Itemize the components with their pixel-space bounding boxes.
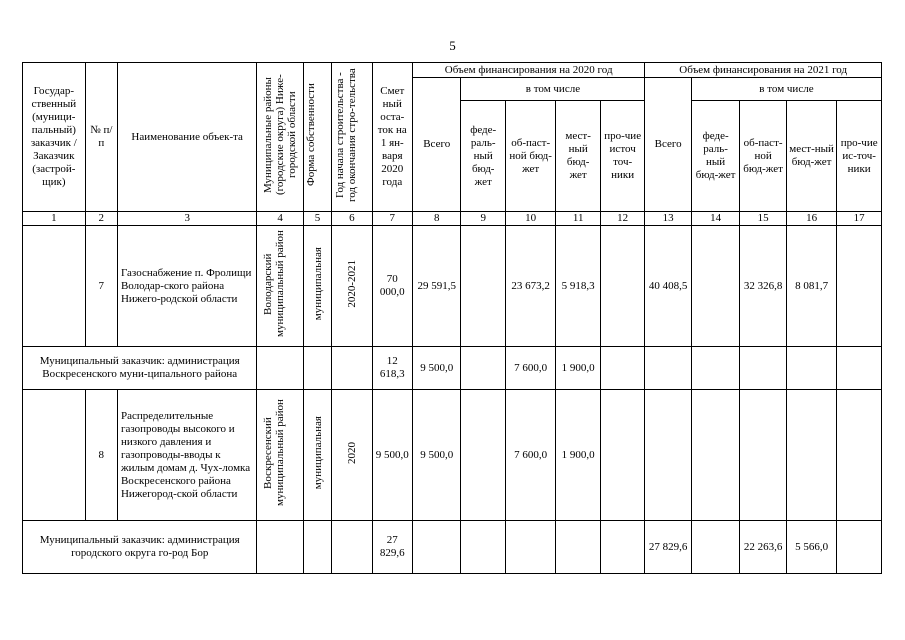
cell-ownership: муниципальная <box>303 390 331 521</box>
header-group-2020: Объем финансирования на 2020 год <box>412 63 644 78</box>
header-incl-2020: в том числе <box>461 78 645 101</box>
cell-mest-2021 <box>786 347 837 390</box>
header-customer: Государ-ственный (муници-пальный) заказчик /Заказчик (застрой-щик) <box>23 63 86 212</box>
cell-mest-2020: 1 900,0 <box>556 347 600 390</box>
col-num: 1 <box>23 212 86 226</box>
cell-fed-2020 <box>461 521 505 574</box>
cell-total-2020 <box>412 521 461 574</box>
col-num: 17 <box>837 212 882 226</box>
header-mest-2020: мест-ный бюд-жет <box>556 101 600 212</box>
col-num: 11 <box>556 212 600 226</box>
col-num: 12 <box>600 212 645 226</box>
col-num: 15 <box>740 212 786 226</box>
col-num: 13 <box>645 212 691 226</box>
header-balance: Смет ный оста-ток на 1 ян-варя 2020 года <box>372 63 412 212</box>
cell-other-2020 <box>600 390 645 521</box>
cell-ownership: муниципальная <box>303 226 331 347</box>
cell-years <box>332 521 372 574</box>
cell-district <box>257 521 303 574</box>
financing-table <box>22 62 882 574</box>
cell-balance: 12 618,3 <box>372 347 412 390</box>
cell-other-2021 <box>837 390 882 521</box>
cell-obl-2021 <box>740 347 786 390</box>
header-ownership: Форма собственности <box>303 63 331 212</box>
header-obl-2021: об-паст-ной бюд-жет <box>740 101 786 212</box>
cell-district <box>257 347 303 390</box>
cell-number: 8 <box>85 390 117 521</box>
table-row-sum-bor <box>23 521 882 574</box>
header-obl-2020: об-паст-ной бюд-жет <box>505 101 556 212</box>
cell-number: 7 <box>85 226 117 347</box>
cell-obl-2021: 22 263,6 <box>740 521 786 574</box>
header-total-2021: Всего <box>645 78 691 212</box>
cell-object-name: Распределительные газопроводы высокого и низкого давления и газопроводы-вводы к жилым домам д. Чух-ломка Воскресенского района Нижегород-ской области <box>117 390 256 521</box>
col-num: 10 <box>505 212 556 226</box>
header-fed-2021: феде-раль-ный бюд-жет <box>691 101 740 212</box>
col-num: 7 <box>372 212 412 226</box>
header-fed-2020: феде-раль-ный бюд-жет <box>461 101 505 212</box>
cell-ownership <box>303 521 331 574</box>
col-num: 16 <box>786 212 837 226</box>
cell-fed-2020 <box>461 347 505 390</box>
cell-other-2021 <box>837 226 882 347</box>
col-num: 8 <box>412 212 461 226</box>
col-num: 3 <box>117 212 256 226</box>
page-number: 5 <box>449 38 456 53</box>
cell-mest-2021: 8 081,7 <box>786 226 837 347</box>
column-numbers-row <box>23 212 882 226</box>
cell-fed-2021 <box>691 226 740 347</box>
header-other-2020: про-чие источ точ-ники <box>600 101 645 212</box>
header-years: Год начала строительства - год окончания стро-тельства <box>332 63 372 212</box>
cell-mest-2021: 5 566,0 <box>786 521 837 574</box>
cell-customer <box>23 390 86 521</box>
cell-balance: 70 000,0 <box>372 226 412 347</box>
table-row-7 <box>23 226 882 347</box>
cell-total-2021 <box>645 347 691 390</box>
header-group-2021: Объем финансирования на 2021 год <box>645 63 882 78</box>
cell-other-2020 <box>600 521 645 574</box>
cell-years: 2020-2021 <box>332 226 372 347</box>
cell-balance: 9 500,0 <box>372 390 412 521</box>
cell-fed-2020 <box>461 226 505 347</box>
cell-mest-2021 <box>786 390 837 521</box>
cell-total-2020: 9 500,0 <box>412 390 461 521</box>
cell-other-2021 <box>837 347 882 390</box>
cell-obl-2020: 7 600,0 <box>505 390 556 521</box>
cell-other-2020 <box>600 347 645 390</box>
cell-years: 2020 <box>332 390 372 521</box>
header-number: № п/п <box>85 63 117 212</box>
col-num: 9 <box>461 212 505 226</box>
cell-fed-2021 <box>691 347 740 390</box>
header-other-2021: про-чие ис-точ-ники <box>837 101 882 212</box>
cell-fed-2021 <box>691 521 740 574</box>
cell-customer-label: Муниципальный заказчик: администрация городского округа го-род Бор <box>23 521 257 574</box>
col-num: 4 <box>257 212 303 226</box>
cell-obl-2020: 7 600,0 <box>505 347 556 390</box>
col-num: 2 <box>85 212 117 226</box>
cell-total-2021: 27 829,6 <box>645 521 691 574</box>
cell-fed-2021 <box>691 390 740 521</box>
cell-mest-2020: 5 918,3 <box>556 226 600 347</box>
cell-total-2021: 40 408,5 <box>645 226 691 347</box>
cell-other-2021 <box>837 521 882 574</box>
cell-balance: 27 829,6 <box>372 521 412 574</box>
table-row-8 <box>23 390 882 521</box>
cell-customer <box>23 226 86 347</box>
cell-mest-2020: 1 900,0 <box>556 390 600 521</box>
header-object-name: Наименование объек-та <box>117 63 256 212</box>
header-incl-2021: в том числе <box>691 78 881 101</box>
cell-fed-2020 <box>461 390 505 521</box>
cell-total-2020: 9 500,0 <box>412 347 461 390</box>
cell-district: Володарский муниципальный район <box>257 226 303 347</box>
header-mest-2021: мест-ный бюд-жет <box>786 101 837 212</box>
table-row-sum-voskresensky <box>23 347 882 390</box>
cell-obl-2021 <box>740 390 786 521</box>
cell-mest-2020 <box>556 521 600 574</box>
cell-obl-2020: 23 673,2 <box>505 226 556 347</box>
cell-district: Воскресенский муниципальный район <box>257 390 303 521</box>
col-num: 6 <box>332 212 372 226</box>
cell-other-2020 <box>600 226 645 347</box>
cell-customer-label: Муниципальный заказчик: администрация Воскресенского муни-ципального района <box>23 347 257 390</box>
header-row-1 <box>23 63 882 78</box>
cell-years <box>332 347 372 390</box>
cell-ownership <box>303 347 331 390</box>
col-num: 5 <box>303 212 331 226</box>
cell-obl-2020 <box>505 521 556 574</box>
cell-obl-2021: 32 326,8 <box>740 226 786 347</box>
col-num: 14 <box>691 212 740 226</box>
header-total-2020: Всего <box>412 78 461 212</box>
cell-total-2020: 29 591,5 <box>412 226 461 347</box>
cell-object-name: Газоснабжение п. Фролищи Володар-ского района Нижего-родской области <box>117 226 256 347</box>
header-districts: Муниципальные районы (городские округа) Ниже-городской области <box>257 63 303 212</box>
cell-total-2021 <box>645 390 691 521</box>
